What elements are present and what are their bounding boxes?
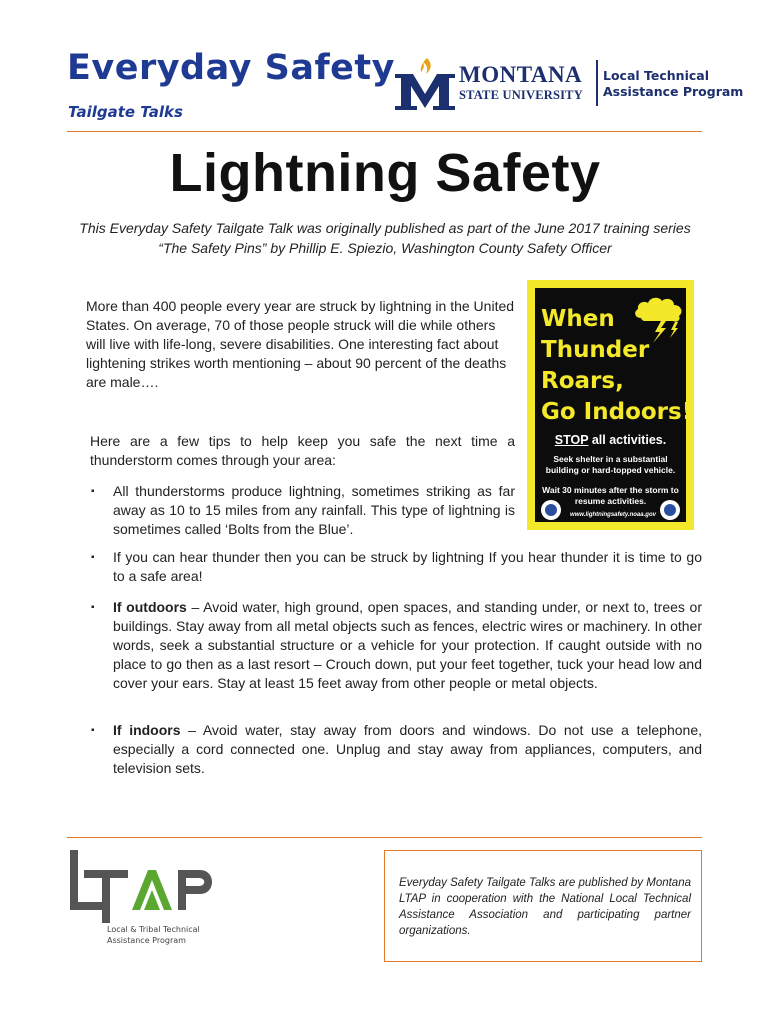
noaa-seal-icon [541,500,561,520]
bullet-icon: ▪ [91,486,95,497]
university-name [459,63,583,102]
poster-headline [541,304,692,428]
list-item [91,482,515,539]
poster-headline-line1: When [541,306,615,332]
list-item-heading: If indoors [113,722,181,738]
list-item-text: If you can hear thunder then you can be struck by lightning If you hear thunder it is time to go to a safe area! [113,549,702,584]
list-item [91,598,702,693]
brand-subtitle: Tailgate Talks [68,103,183,121]
poster-headline-line3: Roars, [541,368,624,394]
poster-stop-rest: all activities. [588,433,667,447]
university-name-line1: MONTANA [459,62,583,87]
list-item-text: – Avoid water, stay away from doors and windows. Do not use a telephone, especially a cord connected one. Unplug and stay away from appliances, computers, and television sets. [113,722,703,776]
university-name-line2: STATE UNIVERSITY [459,88,583,102]
weather-service-seal-icon [660,500,680,520]
ltap-caption-line1: Local & Tribal Technical [107,925,200,934]
lightning-poster [527,280,694,530]
paragraph-statistics: More than 400 people every year are struck by lightning in the United States. On average, 70 of those people struck will die while others will live with life-long, severe disabilities. One interesting fact about lightening strikes worth mentioning – about 90 percent of the deaths are male…. [86,298,515,390]
bullet-icon: ▪ [91,725,95,736]
brand-title: Everyday Safety [67,48,395,88]
poster-seek-shelter: Seek shelter in a substantial building or hard-topped vehicle. [545,454,676,475]
poster-stop-line [535,433,686,447]
list-item-heading: If outdoors [113,599,187,615]
page-title: Lightning Safety [169,143,601,203]
ltap-caption-line2: Assistance Program [107,936,186,945]
program-name-line2: Assistance Program [603,84,744,99]
poster-headline-line4: Go Indoors! [541,399,693,425]
header-rule [67,131,702,132]
msu-m-logo-icon [393,56,457,112]
poster-panel [535,288,693,522]
footer-box [384,850,702,962]
bullet-icon: ▪ [91,602,95,613]
list-item [91,548,702,586]
header-divider [596,60,598,106]
intro-text: This Everyday Safety Tailgate Talk was originally published as part of the June 2017 training series “The Safety Pins” by Phillip E. Spiezio, Washington County Safety Officer [79,220,691,256]
poster-url: www.lightningsafety.noaa.gov [570,512,656,518]
ltap-logo-icon [70,848,230,923]
poster-wait: Wait 30 minutes after the storm to resume activities. [542,485,679,506]
footer-rule [67,837,702,838]
ltap-caption [107,924,200,946]
list-item [91,721,703,778]
paragraph-tips-intro: Here are a few tips to help keep you safe the next time a thunderstorm comes through your area: [90,433,515,468]
list-item-text: – Avoid water, high ground, open spaces, and standing under, or next to, trees or buildings. Stay away from all metal objects such as fences, electric wires or machinery. In other words, seek a substantial structure or a vehicle for your protection. If caught outside with no place to go then as a last resort – Crouch down, put your feet together, tuck your head low and cover your ears. Stay at least 15 feet away from other people or metal objects. [113,599,702,691]
bullet-icon: ▪ [91,552,95,563]
list-item-text: All thunderstorms produce lightning, sometimes striking as far away as 10 to 15 miles from any rainfall. This type of lightning is sometimes called ‘Bolts from the Blue’. [113,483,515,537]
poster-headline-line2: Thunder [541,337,650,363]
program-name-line1: Local Technical [603,68,709,83]
program-name [603,68,743,100]
poster-stop-word: STOP [554,433,589,447]
footer-text: Everyday Safety Tailgate Talks are published by Montana LTAP in cooperation with the National Local Technical Assistance Association and participating partner organizations. [399,877,691,937]
